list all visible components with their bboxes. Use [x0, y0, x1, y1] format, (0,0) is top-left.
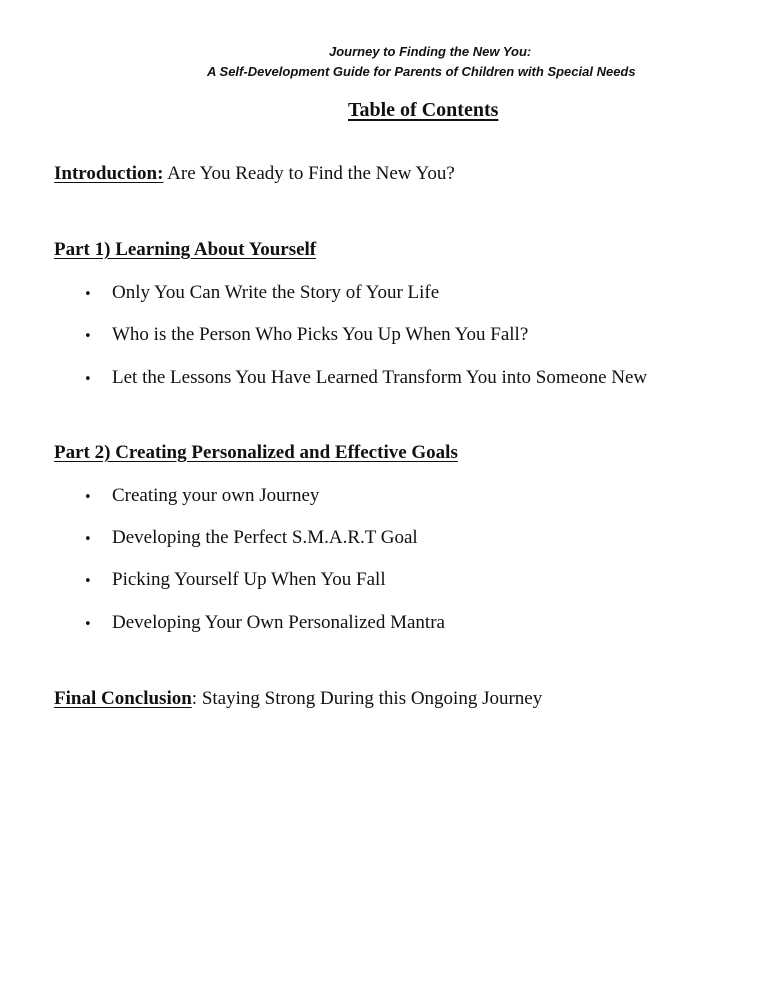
introduction-text: Are You Ready to Find the New You? — [163, 163, 455, 184]
conclusion-text: : Staying Strong During this Ongoing Journey — [191, 688, 543, 709]
introduction-label: Introduction: — [54, 163, 164, 184]
book-title-line: Journey to Finding the New You: — [329, 44, 532, 59]
book-subtitle-line: A Self-Development Guide for Parents of Children with Special Needs — [207, 64, 636, 79]
part1-item: Who is the Person Who Picks You Up When You Fall? — [112, 324, 529, 345]
bullet-icon: • — [84, 617, 92, 632]
bullet-icon: • — [84, 329, 92, 344]
bullet-icon: • — [84, 574, 92, 589]
bullet-icon: • — [84, 287, 92, 302]
part2-heading: Part 2) Creating Personalized and Effective Goals — [54, 442, 458, 463]
part1-item: Let the Lessons You Have Learned Transform You into Someone New — [112, 367, 648, 388]
part2-item: Creating your own Journey — [112, 485, 320, 506]
introduction-entry — [54, 163, 455, 185]
conclusion-entry — [54, 688, 542, 710]
part1-item: Only You Can Write the Story of Your Life — [112, 282, 440, 303]
bullet-icon: • — [84, 532, 92, 547]
part1-heading: Part 1) Learning About Yourself — [54, 239, 317, 260]
part2-item: Picking Yourself Up When You Fall — [112, 569, 386, 590]
bullet-icon: • — [84, 372, 92, 387]
conclusion-label: Final Conclusion — [54, 688, 192, 709]
part2-item: Developing the Perfect S.M.A.R.T Goal — [112, 527, 418, 548]
toc-title: Table of Contents — [348, 99, 499, 121]
bullet-icon: • — [84, 490, 92, 505]
part2-item: Developing Your Own Personalized Mantra — [112, 612, 445, 633]
